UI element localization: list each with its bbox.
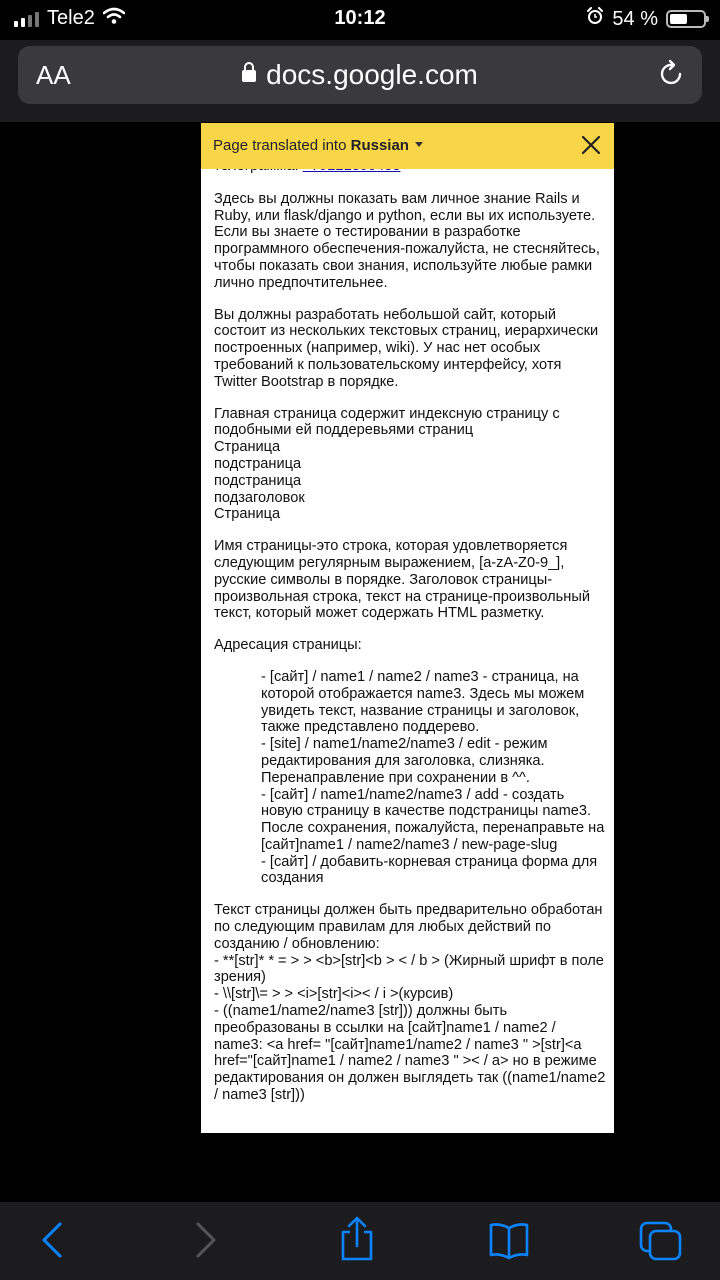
battery-fill [670,14,687,24]
url-field[interactable] [18,59,702,91]
clock: 10:12 [334,7,386,29]
alarm-icon [586,7,604,31]
battery-icon [666,10,706,28]
addressing-item: - [сайт] / name1/name2/name3 / add - создать новую страницу в качестве подстраницы name3. После сохранения, пожалуйста, перенаправьте на [сайт]name1 / name2/name3 / new-page-slug [261,786,605,853]
carrier-label: Tele2 [47,7,95,29]
tree-item: подстраница [214,472,302,489]
translate-language: Russian [350,137,409,154]
lock-icon [242,70,256,82]
status-right [586,7,706,31]
rule-item: - **[str]* * = > > <b>[str]<b > < / b > (Жирный шрифт в поле зрения) [214,952,604,986]
bookmarks-button[interactable] [488,1220,530,1265]
paragraph-rules [214,902,606,1104]
reload-button[interactable] [658,59,686,94]
tree-item: Страница [214,506,281,523]
back-button[interactable] [38,1220,68,1265]
rules-intro: Текст страницы должен быть предварительно обработан по следующим правилам для любых действий по созданию / обновлению: [214,902,603,952]
close-translate-button[interactable] [580,134,602,161]
back-icon [38,1220,68,1260]
paragraph-page-name: Имя страницы-это строка, которая удовлетворяется следующим регулярным выражением, [a-zA-Z0-9_], русские символы в порядке. Заголовок страницы-произвольная строка, текст на странице-произвольный текст, который может содержать HTML разметку. [214,538,590,622]
addressing-list [214,669,606,887]
tree-item: Страница [214,439,281,456]
document-page[interactable] [201,123,614,1133]
paragraph-skills: Здесь вы должны показать вам личное знание Rails и Ruby, или flask/django и python, если вы их используете. Если вы знаете о тестировании в разработке программного обеспечения-пожалуйста, не стесняйтесь, чтобы показать свои знания, используйте любые рамки лично предпочтительнее. [214,190,600,291]
rule-item: - \\[str]\= > > <i>[str]<i>< / i >(курсив) [214,986,454,1003]
addressing-item: - [сайт] / name1 / name2 / name3 - страница, на которой отображается name3. Здесь мы можем увидеть текст, название страницы и заголовок, также представлено поддерево. [261,668,585,736]
status-bar [0,0,720,40]
address-bar[interactable] [18,46,702,104]
tabs-icon [638,1220,684,1262]
chevron-down-icon [415,142,423,147]
close-icon [580,134,602,156]
addressing-item: - [site] / name1/name2/name3 / edit - режим редактирования для заголовка, слизняка. Перенаправление при сохранении в ^^. [261,736,548,786]
paragraph-tree [214,406,606,524]
browser-address-area [0,40,720,122]
tree-item: подзаголовок [214,489,305,506]
translate-language-selector[interactable] [213,137,423,154]
paragraph-site: Вы должны разработать небольшой сайт, который состоит из нескольких текстовых страниц, иерархически построенных (например, wiki). У нас нет особых требований к пользовательскому интерфейсу, хотя Twitter Bootstrap в порядке. [214,306,599,390]
forward-button[interactable] [190,1220,220,1265]
reload-icon [658,59,686,89]
document-content [214,169,606,1119]
addressing-item: - [сайт] / добавить-корневая страница форма для создания [261,853,598,887]
share-button[interactable] [337,1216,377,1267]
battery-percent: 54 % [612,7,658,30]
translate-bar [201,123,614,169]
rule-item: - ((name1/name2/name3 [str])) должны быть преобразованы в ссылки на [сайт]name1 / name2 / name3: <a href= "[сайт]name1/name2 / name3 " >[str]<a href="[сайт]name1 / name2 / name3 " >< / a> но в режиме редактирования он должен выглядеть так ((name1/name2 / name3 [str])) [214,1003,606,1104]
addressing-title: Адресация страницы: [214,637,362,654]
text-size-label: AA [36,60,71,90]
share-icon [337,1216,377,1262]
translate-label: Page translated into [213,137,347,154]
url-text: docs.google.com [266,59,478,90]
tabs-button[interactable] [638,1220,684,1267]
tree-intro: Главная страница содержит индексную страницу с подобными ей поддеревьями страниц [214,405,560,439]
tree-item: подстраница [214,455,302,472]
forward-icon [190,1220,220,1260]
bookmarks-icon [488,1220,530,1260]
browser-toolbar [0,1202,720,1280]
